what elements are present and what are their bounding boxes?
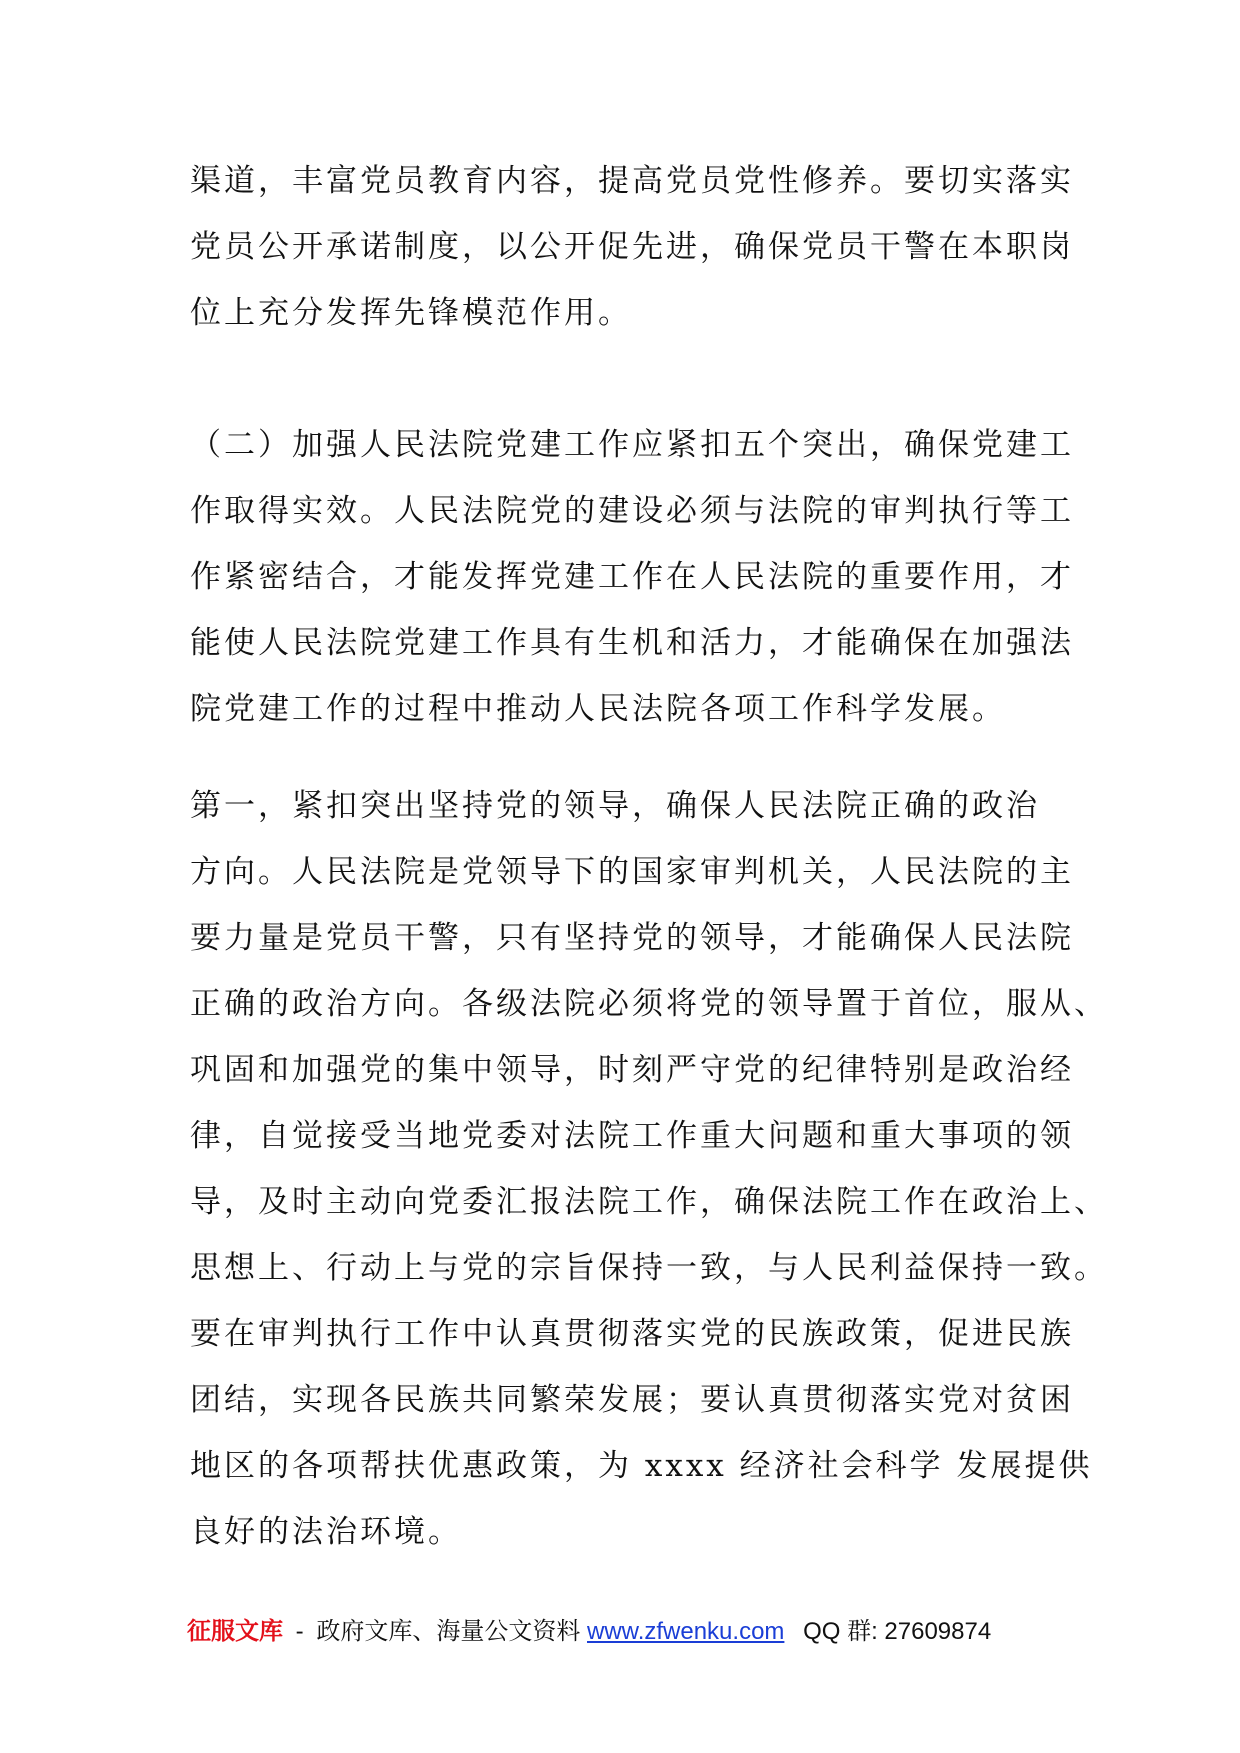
text-line: 律，自觉接受当地党委对法院工作重大问题和重大事项的领 — [190, 1118, 1074, 1154]
text-line: 渠道，丰富党员教育内容，提高党员党性修养。要切实落实 — [190, 163, 1074, 199]
footer-separator: - — [295, 1618, 304, 1645]
text-line: 院党建工作的过程中推动人民法院各项工作科学发展。 — [190, 691, 1006, 727]
text-line: 正确的政治方向。各级法院必须将党的领导置于首位，服从、 — [190, 986, 1108, 1022]
footer-tagline: 政府文库、海量公文资料 — [316, 1618, 581, 1645]
text-line: 能使人民法院党建工作具有生机和活力，才能确保在加强法 — [190, 625, 1074, 661]
text-line: 方向。人民法院是党领导下的国家审判机关，人民法院的主 — [190, 854, 1074, 890]
paragraph-3 — [190, 773, 1108, 1565]
footer-qq-group: QQ 群: 27609874 — [803, 1618, 992, 1645]
text-line: 要力量是党员干警，只有坚持党的领导，才能确保人民法院 — [190, 920, 1074, 956]
paragraph-1 — [190, 148, 1074, 346]
paragraph-2 — [190, 412, 1074, 742]
text-line: 作取得实效。人民法院党的建设必须与法院的审判执行等工 — [190, 493, 1074, 529]
text-line: 巩固和加强党的集中领导，时刻严守党的纪律特别是政治经 — [190, 1052, 1074, 1088]
text-line: 地区的各项帮扶优惠政策，为 xxxx 经济社会科学 发展提供 — [190, 1448, 1093, 1484]
text-line: 党员公开承诺制度，以公开促先进，确保党员干警在本职岗 — [190, 229, 1074, 265]
text-line: 要在审判执行工作中认真贯彻落实党的民族政策，促进民族 — [190, 1316, 1074, 1352]
text-line: 良好的法治环境。 — [190, 1514, 462, 1550]
text-line: 思想上、行动上与党的宗旨保持一致，与人民利益保持一致。 — [190, 1250, 1108, 1286]
footer-brand: 征服文库 — [187, 1618, 283, 1645]
footer-website-link[interactable]: www.zfwenku.com — [587, 1618, 785, 1645]
text-line: 第一，紧扣突出坚持党的领导，确保人民法院正确的政治 — [190, 788, 1040, 824]
text-line: 导，及时主动向党委汇报法院工作，确保法院工作在政治上、 — [190, 1184, 1108, 1220]
text-line: 作紧密结合，才能发挥党建工作在人民法院的重要作用，才 — [190, 559, 1074, 595]
text-line: 团结，实现各民族共同繁荣发展；要认真贯彻落实党对贫困 — [190, 1382, 1074, 1418]
text-line: （二）加强人民法院党建工作应紧扣五个突出，确保党建工 — [190, 427, 1074, 463]
text-line: 位上充分发挥先锋模范作用。 — [190, 295, 632, 331]
page-footer — [187, 1612, 1067, 1652]
